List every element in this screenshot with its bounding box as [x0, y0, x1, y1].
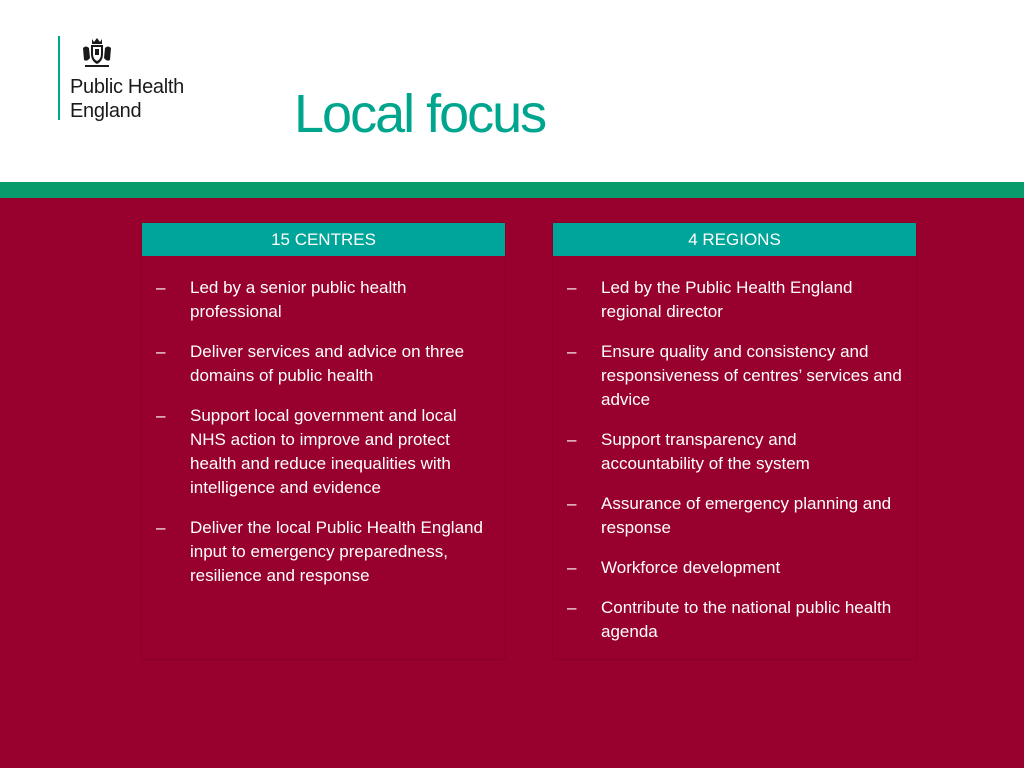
regions-panel: [552, 222, 917, 660]
list-item: [553, 556, 916, 580]
bullet-dash: –: [567, 342, 577, 361]
list-item: [553, 596, 916, 644]
bullet-dash: –: [567, 558, 577, 577]
list-item: [553, 492, 916, 540]
regions-heading: 4 REGIONS: [553, 223, 916, 256]
list-item-text: Support local government and local NHS action to improve and protect health and reduce inequalities with intelligence and evidence: [190, 406, 457, 497]
list-item-text: Support transparency and accountability of the system: [601, 430, 810, 473]
list-item: [553, 276, 916, 324]
centres-heading: 15 CENTRES: [142, 223, 505, 256]
list-item-text: Led by the Public Health England regional director: [601, 278, 853, 321]
list-item-text: Ensure quality and consistency and responsiveness of centres’ services and advice: [601, 342, 902, 409]
list-item: [553, 340, 916, 412]
list-item: [142, 516, 505, 588]
regions-list: [553, 256, 916, 644]
page-title: Local focus: [294, 84, 546, 144]
list-item-text: Deliver the local Public Health England input to emergency preparedness, resilience and response: [190, 518, 483, 585]
bullet-dash: –: [156, 518, 166, 537]
header: [0, 0, 1024, 182]
centres-panel: [141, 222, 506, 660]
phe-logo: [58, 36, 218, 126]
content-area: [0, 198, 1024, 768]
logo-text-line-1: Public Health: [70, 76, 184, 98]
list-item: [142, 404, 505, 500]
list-item: [142, 276, 505, 324]
bullet-dash: –: [156, 342, 166, 361]
divider-band: [0, 182, 1024, 198]
list-item: [142, 340, 505, 388]
centres-list: [142, 256, 505, 588]
logo-text-line-2: England: [70, 100, 142, 122]
royal-crest-icon: [80, 36, 114, 70]
list-item: [553, 428, 916, 476]
logo-divider: [58, 36, 60, 120]
list-item-text: Contribute to the national public health agenda: [601, 598, 892, 641]
bullet-dash: –: [567, 430, 577, 449]
bullet-dash: –: [156, 406, 166, 425]
bullet-dash: –: [567, 598, 577, 617]
list-item-text: Assurance of emergency planning and response: [601, 494, 892, 537]
list-item-text: Led by a senior public health professional: [190, 278, 407, 321]
bullet-dash: –: [567, 494, 577, 513]
list-item-text: Deliver services and advice on three domains of public health: [190, 342, 465, 385]
bullet-dash: –: [567, 278, 577, 297]
list-item-text: Workforce development: [601, 558, 781, 577]
bullet-dash: –: [156, 278, 166, 297]
